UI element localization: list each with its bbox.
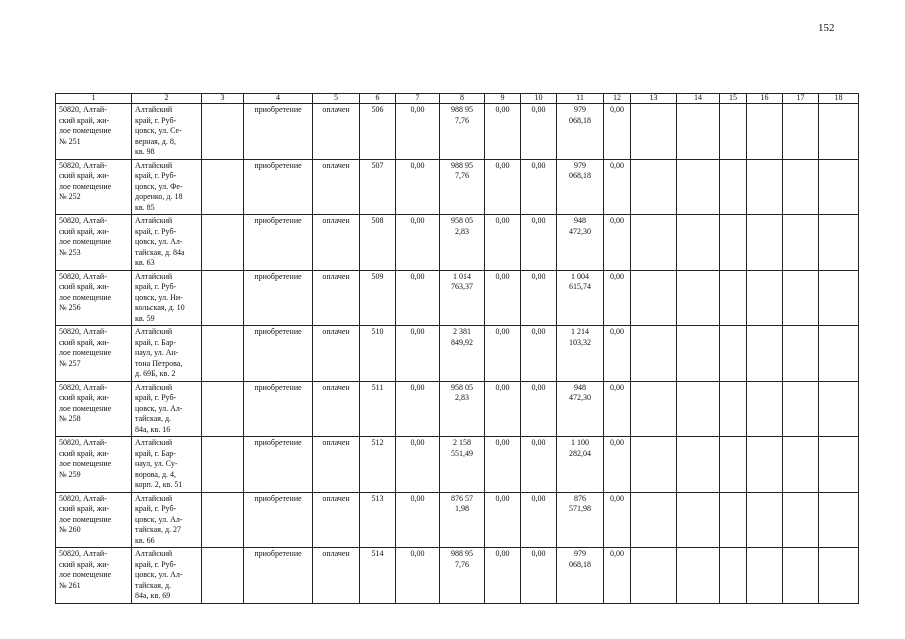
empty-cell — [677, 215, 720, 271]
empty-cell — [720, 381, 747, 437]
record-number-cell: 512 — [360, 437, 396, 493]
empty-cell — [202, 492, 244, 548]
record-number-cell: 508 — [360, 215, 396, 271]
column-header: 8 — [440, 94, 485, 104]
record-number-cell: 510 — [360, 326, 396, 382]
amount-cell: 1 100 282,04 — [557, 437, 604, 493]
payment-status-cell: оплачен — [313, 437, 360, 493]
empty-cell — [783, 381, 819, 437]
object-description-cell: 50820, Алтай- ский край, жи- лое помещение № 252 — [56, 159, 132, 215]
empty-cell — [819, 381, 859, 437]
amount-cell: 958 05 2,83 — [440, 381, 485, 437]
amount-cell: 0,00 — [604, 492, 631, 548]
address-cell: Алтайский край, г. Руб- цовск, ул. Ни- кольская, д. 10 кв. 59 — [132, 270, 202, 326]
empty-cell — [819, 159, 859, 215]
amount-cell: 0,00 — [604, 437, 631, 493]
table-row — [56, 437, 859, 493]
property-table — [55, 93, 859, 604]
payment-status-cell: оплачен — [313, 548, 360, 604]
empty-cell — [202, 326, 244, 382]
object-description-cell: 50820, Алтай- ский край, жи- лое помещение № 253 — [56, 215, 132, 271]
operation-type-cell: приобретение — [244, 159, 313, 215]
empty-cell — [783, 104, 819, 160]
empty-cell — [819, 270, 859, 326]
amount-cell: 876 57 1,98 — [440, 492, 485, 548]
column-header: 6 — [360, 94, 396, 104]
column-header: 9 — [485, 94, 521, 104]
empty-cell — [819, 215, 859, 271]
column-header: 17 — [783, 94, 819, 104]
payment-status-cell: оплачен — [313, 104, 360, 160]
empty-cell — [677, 270, 720, 326]
record-number-cell: 507 — [360, 159, 396, 215]
address-cell: Алтайский край, г. Руб- цовск, ул. Ал- тайская, д. 84а кв. 63 — [132, 215, 202, 271]
amount-cell: 0,00 — [521, 104, 557, 160]
table-row — [56, 326, 859, 382]
empty-cell — [747, 437, 783, 493]
empty-cell — [783, 548, 819, 604]
operation-type-cell: приобретение — [244, 381, 313, 437]
empty-cell — [783, 437, 819, 493]
column-header: 2 — [132, 94, 202, 104]
amount-cell: 0,00 — [396, 326, 440, 382]
empty-cell — [747, 104, 783, 160]
column-header: 10 — [521, 94, 557, 104]
amount-cell: 1 004 615,74 — [557, 270, 604, 326]
amount-cell: 0,00 — [485, 437, 521, 493]
empty-cell — [677, 548, 720, 604]
address-cell: Алтайский край, г. Бар- наул, ул. Су- ворова, д. 4, корп. 2, кв. 51 — [132, 437, 202, 493]
payment-status-cell: оплачен — [313, 215, 360, 271]
amount-cell: 2 158 551,49 — [440, 437, 485, 493]
amount-cell: 0,00 — [521, 437, 557, 493]
empty-cell — [819, 437, 859, 493]
operation-type-cell: приобретение — [244, 326, 313, 382]
object-description-cell: 50820, Алтай- ский край, жи- лое помещение № 259 — [56, 437, 132, 493]
amount-cell: 0,00 — [604, 215, 631, 271]
amount-cell: 0,00 — [604, 326, 631, 382]
empty-cell — [631, 270, 677, 326]
amount-cell: 0,00 — [485, 381, 521, 437]
page-number: 152 — [818, 22, 835, 34]
amount-cell: 988 95 7,76 — [440, 104, 485, 160]
empty-cell — [819, 492, 859, 548]
amount-cell: 0,00 — [396, 548, 440, 604]
empty-cell — [747, 270, 783, 326]
payment-status-cell: оплачен — [313, 270, 360, 326]
amount-cell: 0,00 — [396, 159, 440, 215]
address-cell: Алтайский край, г. Руб- цовск, ул. Се- верная, д. 8, кв. 98 — [132, 104, 202, 160]
amount-cell: 0,00 — [604, 381, 631, 437]
amount-cell: 0,00 — [521, 270, 557, 326]
amount-cell: 0,00 — [485, 159, 521, 215]
object-description-cell: 50820, Алтай- ский край, жи- лое помещение № 258 — [56, 381, 132, 437]
object-description-cell: 50820, Алтай- ский край, жи- лое помещение № 261 — [56, 548, 132, 604]
table-row — [56, 215, 859, 271]
object-description-cell: 50820, Алтай- ский край, жи- лое помещение № 260 — [56, 492, 132, 548]
empty-cell — [631, 437, 677, 493]
table-row — [56, 548, 859, 604]
amount-cell: 0,00 — [485, 215, 521, 271]
amount-cell: 958 05 2,83 — [440, 215, 485, 271]
amount-cell: 948 472,30 — [557, 381, 604, 437]
empty-cell — [720, 270, 747, 326]
empty-cell — [747, 548, 783, 604]
empty-cell — [631, 492, 677, 548]
empty-cell — [677, 381, 720, 437]
record-number-cell: 513 — [360, 492, 396, 548]
amount-cell: 0,00 — [396, 381, 440, 437]
amount-cell: 2 381 849,92 — [440, 326, 485, 382]
empty-cell — [720, 215, 747, 271]
address-cell: Алтайский край, г. Руб- цовск, ул. Ал- тайская, д. 84а, кв. 69 — [132, 548, 202, 604]
address-cell: Алтайский край, г. Бар- наул, ул. Ан- тона Петрова, д. 69Б, кв. 2 — [132, 326, 202, 382]
object-description-cell: 50820, Алтай- ский край, жи- лое помещение № 251 — [56, 104, 132, 160]
column-header: 7 — [396, 94, 440, 104]
record-number-cell: 509 — [360, 270, 396, 326]
amount-cell: 948 472,30 — [557, 215, 604, 271]
amount-cell: 0,00 — [604, 104, 631, 160]
table-row — [56, 104, 859, 160]
amount-cell: 0,00 — [396, 492, 440, 548]
column-header: 1 — [56, 94, 132, 104]
address-cell: Алтайский край, г. Руб- цовск, ул. Ал- тайская, д. 84а, кв. 16 — [132, 381, 202, 437]
table-row — [56, 159, 859, 215]
column-header: 3 — [202, 94, 244, 104]
amount-cell: 0,00 — [485, 492, 521, 548]
empty-cell — [677, 437, 720, 493]
empty-cell — [747, 381, 783, 437]
empty-cell — [631, 215, 677, 271]
empty-cell — [720, 437, 747, 493]
column-header: 14 — [677, 94, 720, 104]
operation-type-cell: приобретение — [244, 104, 313, 160]
amount-cell: 0,00 — [396, 104, 440, 160]
amount-cell: 0,00 — [521, 492, 557, 548]
empty-cell — [677, 159, 720, 215]
amount-cell: 876 571,98 — [557, 492, 604, 548]
empty-cell — [783, 270, 819, 326]
amount-cell: 0,00 — [604, 270, 631, 326]
empty-cell — [202, 270, 244, 326]
column-header: 16 — [747, 94, 783, 104]
amount-cell: 0,00 — [485, 270, 521, 326]
payment-status-cell: оплачен — [313, 159, 360, 215]
empty-cell — [202, 381, 244, 437]
empty-cell — [783, 159, 819, 215]
empty-cell — [677, 326, 720, 382]
object-description-cell: 50820, Алтай- ский край, жи- лое помещение № 256 — [56, 270, 132, 326]
empty-cell — [747, 159, 783, 215]
address-cell: Алтайский край, г. Руб- цовск, ул. Ал- тайская, д. 27 кв. 66 — [132, 492, 202, 548]
empty-cell — [631, 381, 677, 437]
column-header: 15 — [720, 94, 747, 104]
empty-cell — [819, 104, 859, 160]
operation-type-cell: приобретение — [244, 215, 313, 271]
empty-cell — [783, 215, 819, 271]
amount-cell: 0,00 — [396, 270, 440, 326]
amount-cell: 0,00 — [521, 326, 557, 382]
amount-cell: 0,00 — [396, 437, 440, 493]
empty-cell — [202, 159, 244, 215]
object-description-cell: 50820, Алтай- ский край, жи- лое помещение № 257 — [56, 326, 132, 382]
empty-cell — [720, 159, 747, 215]
empty-cell — [631, 548, 677, 604]
empty-cell — [819, 548, 859, 604]
column-header: 18 — [819, 94, 859, 104]
amount-cell: 0,00 — [485, 326, 521, 382]
operation-type-cell: приобретение — [244, 437, 313, 493]
empty-cell — [819, 326, 859, 382]
payment-status-cell: оплачен — [313, 381, 360, 437]
amount-cell: 979 068,18 — [557, 159, 604, 215]
table-row — [56, 492, 859, 548]
operation-type-cell: приобретение — [244, 270, 313, 326]
empty-cell — [720, 492, 747, 548]
empty-cell — [783, 492, 819, 548]
amount-cell: 0,00 — [604, 548, 631, 604]
amount-cell: 0,00 — [396, 215, 440, 271]
amount-cell: 0,00 — [521, 548, 557, 604]
payment-status-cell: оплачен — [313, 326, 360, 382]
column-header: 12 — [604, 94, 631, 104]
payment-status-cell: оплачен — [313, 492, 360, 548]
amount-cell: 988 95 7,76 — [440, 159, 485, 215]
amount-cell: 1 214 103,32 — [557, 326, 604, 382]
amount-cell: 0,00 — [485, 104, 521, 160]
empty-cell — [747, 326, 783, 382]
table-row — [56, 270, 859, 326]
amount-cell: 1 014 763,37 — [440, 270, 485, 326]
column-header: 4 — [244, 94, 313, 104]
empty-cell — [677, 492, 720, 548]
empty-cell — [631, 104, 677, 160]
amount-cell: 0,00 — [521, 215, 557, 271]
table-row — [56, 381, 859, 437]
empty-cell — [720, 548, 747, 604]
empty-cell — [202, 548, 244, 604]
empty-cell — [783, 326, 819, 382]
column-header: 11 — [557, 94, 604, 104]
amount-cell: 979 068,18 — [557, 104, 604, 160]
column-header: 5 — [313, 94, 360, 104]
record-number-cell: 514 — [360, 548, 396, 604]
amount-cell: 979 068,18 — [557, 548, 604, 604]
address-cell: Алтайский край, г. Руб- цовск, ул. Фе- доренко, д. 18 кв. 85 — [132, 159, 202, 215]
amount-cell: 0,00 — [604, 159, 631, 215]
column-number-row — [56, 94, 859, 104]
empty-cell — [202, 437, 244, 493]
amount-cell: 988 95 7,76 — [440, 548, 485, 604]
record-number-cell: 511 — [360, 381, 396, 437]
empty-cell — [202, 215, 244, 271]
amount-cell: 0,00 — [485, 548, 521, 604]
record-number-cell: 506 — [360, 104, 396, 160]
empty-cell — [720, 326, 747, 382]
operation-type-cell: приобретение — [244, 548, 313, 604]
empty-cell — [720, 104, 747, 160]
empty-cell — [747, 215, 783, 271]
amount-cell: 0,00 — [521, 159, 557, 215]
empty-cell — [631, 326, 677, 382]
empty-cell — [631, 159, 677, 215]
operation-type-cell: приобретение — [244, 492, 313, 548]
empty-cell — [202, 104, 244, 160]
amount-cell: 0,00 — [521, 381, 557, 437]
column-header: 13 — [631, 94, 677, 104]
empty-cell — [747, 492, 783, 548]
empty-cell — [677, 104, 720, 160]
